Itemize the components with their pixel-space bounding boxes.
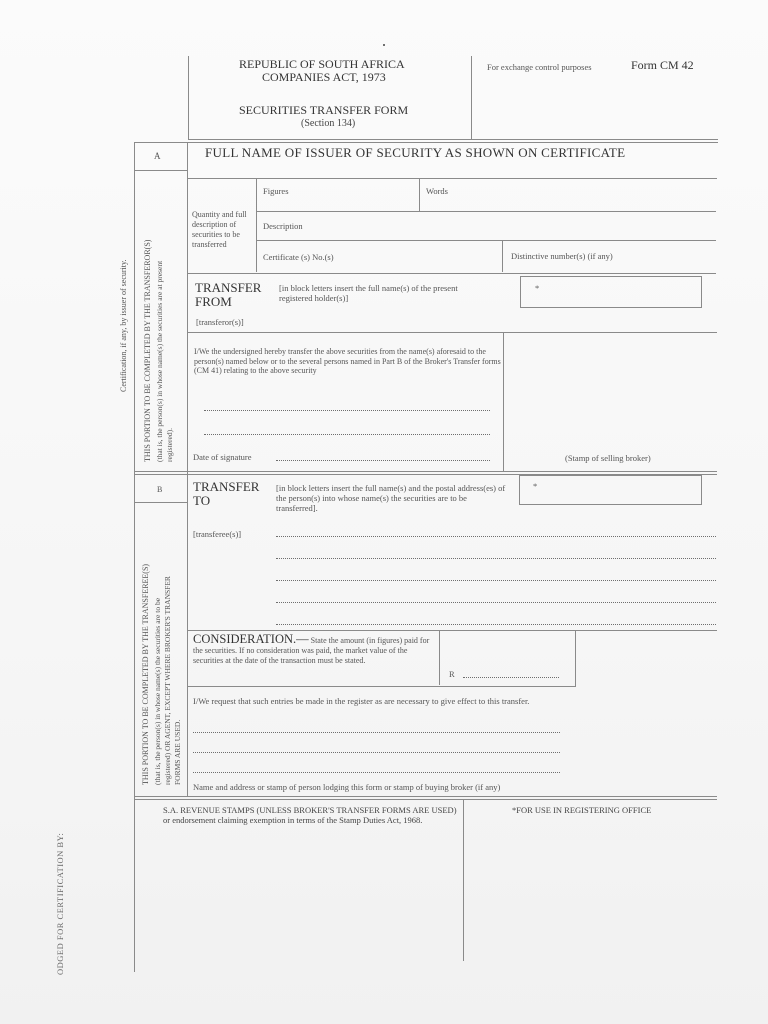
signature-line-1[interactable] — [204, 410, 490, 411]
consideration-r-label: R — [449, 669, 455, 679]
transfer-to-title-2: TO — [193, 493, 211, 508]
transfer-from-note: [in block letters insert the full name(s) of the present registered holder(s)] — [279, 283, 458, 303]
side-b-portion-title: THIS PORTION TO BE COMPLETED BY THE TRANSFEREE(S) — [141, 563, 150, 785]
top-dot — [383, 44, 385, 46]
lodged-for-certification: ODGED FOR CERTIFICATION BY: — [55, 832, 65, 975]
transferor-label: [transferor(s)] — [196, 317, 244, 327]
transfer-to-title-1: TRANSFER — [193, 479, 260, 494]
transferee-line-4[interactable] — [276, 602, 716, 603]
section-b-letter: B — [157, 485, 163, 494]
outer-left-rule — [134, 142, 135, 972]
qty-label: Quantity and full description of securities to be transferred — [192, 210, 247, 249]
republic-title: REPUBLIC OF SOUTH AFRICA — [239, 57, 405, 71]
header-left-rule — [188, 56, 189, 140]
issuer-heading: FULL NAME OF ISSUER OF SECURITY AS SHOWN ON CERTIFICATE — [205, 145, 626, 160]
request-line-3[interactable] — [193, 772, 560, 773]
certificate-label: Certificate (s) No.(s) — [263, 252, 334, 262]
stamp-selling-broker: (Stamp of selling broker) — [565, 453, 651, 463]
date-of-signature-label: Date of signature — [193, 452, 252, 462]
transferee-name-box[interactable] — [519, 475, 702, 505]
figures-words-divider — [419, 178, 420, 211]
consideration-divider — [439, 630, 440, 685]
transfer-from-title-2: FROM — [195, 294, 232, 309]
section-a-letter: A — [154, 151, 161, 161]
footer-divider-1 — [134, 796, 717, 797]
transferee-line-3[interactable] — [276, 580, 716, 581]
transferee-line-5[interactable] — [276, 624, 716, 625]
side-b-letter-rule — [134, 502, 187, 503]
consideration-amount-line[interactable] — [463, 677, 559, 678]
consideration-text: State the amount (in figures) paid for the securities. If no consideration was paid, the market value of the securities at the date of the transaction must be stated. — [193, 636, 430, 665]
register-request: I/We request that such entries be made in the register as are necessary to give effect to this transfer. — [193, 696, 530, 706]
qty-row2-rule — [256, 240, 716, 241]
consideration-heading: CONSIDERATION.— — [193, 632, 309, 646]
footer-mid-rule — [463, 799, 464, 961]
side-b-portion-sub3: FORMS ARE USED. — [173, 719, 182, 785]
qty-label-divider — [256, 178, 257, 272]
figures-label: Figures — [263, 186, 289, 196]
exchange-note: For exchange control purposes — [487, 62, 592, 72]
side-a-letter-rule — [134, 170, 187, 171]
side-a-portion-title: THIS PORTION TO BE COMPLETED BY THE TRANSFEROR(S) — [143, 239, 152, 462]
header-bottom-rule — [188, 139, 718, 140]
distinctive-label: Distinctive number(s) (if any) — [511, 251, 613, 261]
side-a-portion-sub1: (that is, the person(s) in whose name(s) the securities are at present — [155, 260, 164, 462]
footer-divider-2 — [134, 799, 717, 800]
form-title: SECURITIES TRANSFER FORM — [239, 103, 409, 117]
transferor-star: * — [535, 283, 540, 293]
frame-top-rule — [134, 142, 718, 143]
side-b-portion-sub2: registered) OR AGENT, EXCEPT WHERE BROKER'S TRANSFER — [163, 576, 172, 785]
form-code: Form CM 42 — [631, 58, 694, 72]
revenue-stamps-note: S.A. REVENUE STAMPS (UNLESS BROKER'S TRANSFER FORMS ARE USED) or endorsement claiming exemption in terms of the Stamp Duties Act, 1968. — [163, 805, 457, 825]
act-title: COMPANIES ACT, 1973 — [262, 70, 386, 84]
description-label: Description — [263, 221, 303, 231]
consideration-text-block — [193, 632, 433, 665]
transfer-declaration: I/We the undersigned hereby transfer the above securities from the name(s) aforesaid to the person(s) named below or to the several persons named in Part B of the Broker's Transfer forms (CM 41) relating to the above security — [194, 347, 501, 375]
certification-note: Certification, if any, by issuer of security. — [119, 259, 128, 392]
request-line-1[interactable] — [193, 732, 560, 733]
transferee-line-1[interactable] — [276, 536, 716, 537]
signature-line-2[interactable] — [204, 434, 490, 435]
transfer-to-note: [in block letters insert the full name(s) and the postal address(es) of the person(s) into whose name(s) the securities are to be transferred]. — [276, 483, 506, 513]
header-mid-rule — [471, 56, 472, 140]
transfer-from-bottom-rule — [187, 332, 717, 333]
side-a-portion-sub2: registered). — [165, 428, 174, 462]
transferee-star: * — [533, 481, 538, 491]
date-of-signature-line[interactable] — [276, 460, 490, 461]
qty-row1-rule — [256, 211, 716, 212]
transferor-name-box[interactable] — [520, 276, 702, 308]
cert-distinct-divider — [502, 240, 503, 272]
transferee-line-2[interactable] — [276, 558, 716, 559]
side-b-portion-sub1: (that is, the person(s) in whose name(s) the securities are to be — [153, 597, 162, 785]
section-ref: (Section 134) — [301, 118, 356, 129]
words-label: Words — [426, 186, 448, 196]
registering-office-note: *FOR USE IN REGISTERING OFFICE — [512, 805, 652, 815]
transfer-from-title-1: TRANSFER — [195, 280, 262, 295]
lodger-label: Name and address or stamp of person lodging this form or stamp of buying broker (if any) — [193, 782, 501, 792]
request-line-2[interactable] — [193, 752, 560, 753]
ab-divider-1 — [134, 471, 717, 472]
transferee-label: [transferee(s)] — [193, 529, 242, 539]
